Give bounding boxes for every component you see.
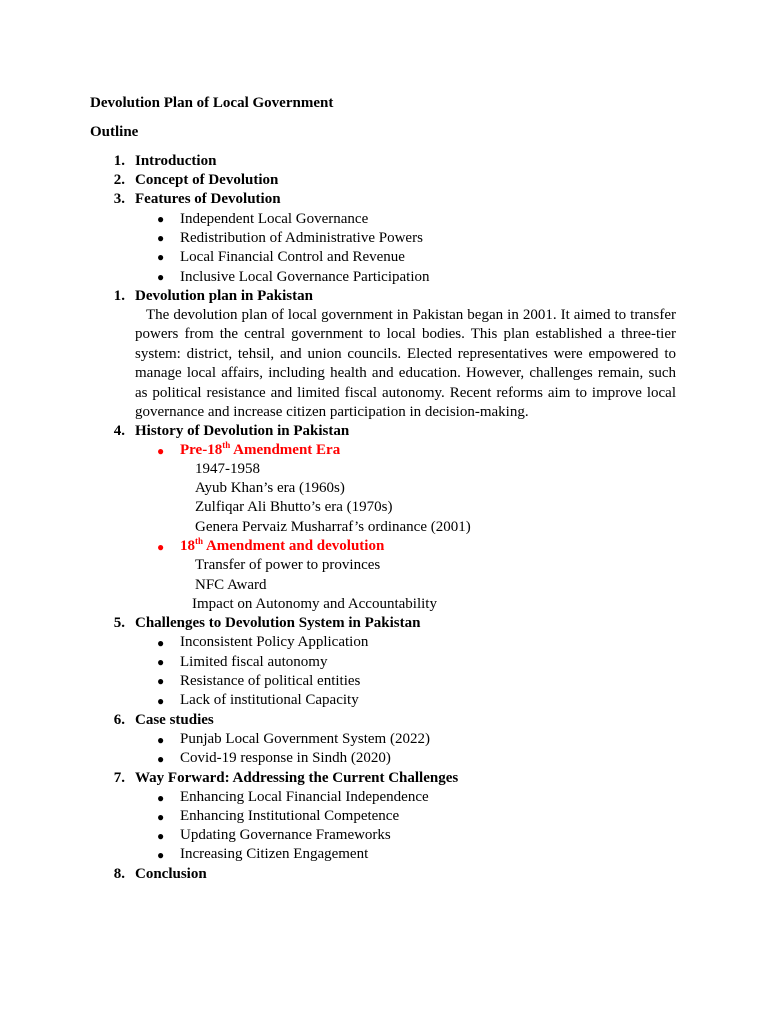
- bullet-icon: ●: [157, 810, 165, 824]
- history-line: Impact on Autonomy and Accountability: [192, 596, 437, 612]
- list-subitem: Inclusive Local Governance Participation: [180, 269, 430, 285]
- bullet-icon: ●: [157, 636, 165, 650]
- list-subitem: Covid-19 response in Sindh (2020): [180, 750, 391, 766]
- list-item-heading: Case studies: [135, 712, 214, 728]
- list-subitem: Limited fiscal autonomy: [180, 654, 328, 670]
- list-subitem: Punjab Local Government System (2022): [180, 731, 430, 747]
- bullet-icon: ●: [157, 655, 165, 669]
- list-number: 2.: [113, 172, 125, 188]
- history-line: 1947-1958: [195, 461, 260, 477]
- list-number: 7.: [113, 770, 125, 786]
- list-item-heading: Challenges to Devolution System in Pakistan: [135, 615, 421, 631]
- document-title: Devolution Plan of Local Government: [90, 95, 334, 111]
- list-item-heading: History of Devolution in Pakistan: [135, 423, 350, 439]
- list-subitem: Independent Local Governance: [180, 211, 369, 227]
- list-item-heading: Way Forward: Addressing the Current Challenges: [135, 770, 459, 786]
- history-line: Ayub Khan’s era (1960s): [195, 480, 345, 496]
- list-item-heading: Concept of Devolution: [135, 172, 279, 188]
- bullet-icon: ●: [157, 733, 165, 747]
- bullet-icon: ●: [157, 231, 165, 245]
- list-number: 3.: [113, 191, 125, 207]
- bullet-icon: ●: [157, 829, 165, 843]
- list-number: 8.: [113, 866, 125, 882]
- bullet-icon: ●: [157, 752, 165, 766]
- list-subitem: Increasing Citizen Engagement: [180, 846, 369, 862]
- history-line: NFC Award: [195, 577, 267, 593]
- bullet-icon: ●: [157, 674, 165, 688]
- list-number: 1.: [113, 153, 125, 169]
- list-subitem: Updating Governance Frameworks: [180, 827, 391, 843]
- list-subitem: Enhancing Institutional Competence: [180, 808, 400, 824]
- bullet-icon: ●: [157, 791, 165, 805]
- list-subitem: Local Financial Control and Revenue: [180, 249, 405, 265]
- list-item-heading: Features of Devolution: [135, 191, 281, 207]
- subsection-heading: 18th Amendment and devolution: [180, 536, 385, 554]
- list-number: 5.: [113, 615, 125, 631]
- bullet-icon: ●: [157, 212, 165, 226]
- list-subitem: Enhancing Local Financial Independence: [180, 789, 429, 805]
- list-subitem: Inconsistent Policy Application: [180, 634, 369, 650]
- bullet-icon: ●: [157, 540, 165, 554]
- body-paragraph: The devolution plan of local government in Pakistan began in 2001. It aimed to transfer powers from the central government to local bodies. This plan established a three-tier system: district, tehsil, and union councils. Elected representatives were empowered to manage local affairs, including health and education. However, challenges remain, such as political resistance and limited fiscal autonomy. Recent reforms aim to improve local governance and increase citizen participation in decision-making.: [135, 307, 676, 421]
- bullet-icon: ●: [157, 444, 165, 458]
- bullet-icon: ●: [157, 270, 165, 284]
- outline-heading: Outline: [90, 124, 139, 140]
- list-number: 4.: [113, 423, 125, 439]
- list-subitem: Resistance of political entities: [180, 673, 361, 689]
- history-line: Genera Pervaiz Musharraf’s ordinance (2001): [195, 519, 471, 535]
- list-item-heading: Devolution plan in Pakistan: [135, 288, 313, 304]
- list-subitem: Redistribution of Administrative Powers: [180, 230, 423, 246]
- subsection-heading: Pre-18th Amendment Era: [180, 440, 341, 458]
- history-line: Zulfiqar Ali Bhutto’s era (1970s): [195, 499, 393, 515]
- list-item-heading: Introduction: [135, 153, 217, 169]
- list-subitem: Lack of institutional Capacity: [180, 692, 359, 708]
- history-line: Transfer of power to provinces: [195, 557, 381, 573]
- list-number: 1.: [113, 288, 125, 304]
- list-number: 6.: [113, 712, 125, 728]
- bullet-icon: ●: [157, 250, 165, 264]
- bullet-icon: ●: [157, 694, 165, 708]
- bullet-icon: ●: [157, 848, 165, 862]
- list-item-heading: Conclusion: [135, 866, 207, 882]
